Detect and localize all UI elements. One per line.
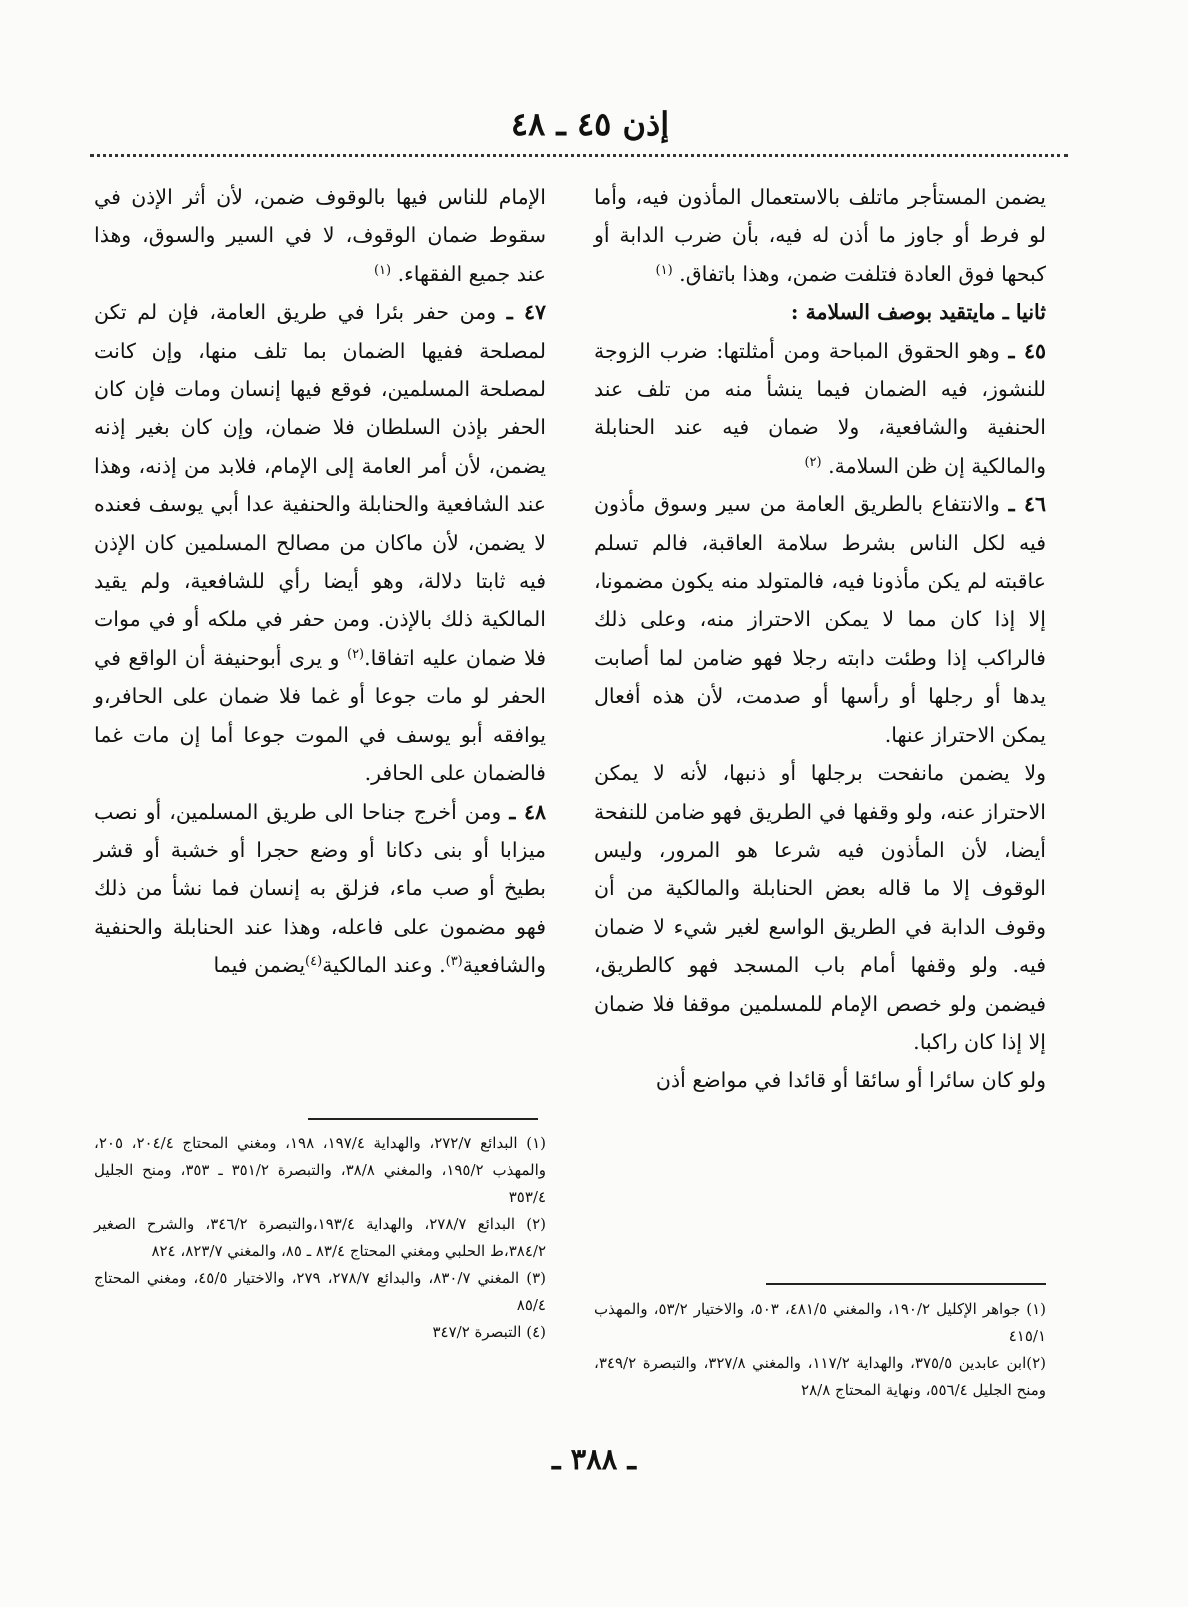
- paragraph-text: يضمن المستأجر ماتلف بالاستعمال المأذون فيه، وأما لو فرط أو جاوز ما أذن له فيه، بأن ضرب الدابة أو كبحها فوق العادة فتلفت ضمن، وهذا باتفاق.: [594, 185, 1046, 286]
- footnote-ref[interactable]: (٢): [804, 454, 822, 470]
- footnote: (٢) البدائع ٢٧٨/٧، والهداية ١٩٣/٤،والتبصرة ٣٤٦/٢، والشرح الصغير ٣٨٤/٢،ط الحلبي ومغني المحتاج ٨٣/٤ ـ ٨٥، والمغني ٨٢٣/٧، ٨٢٤: [94, 1215, 546, 1260]
- page-header: إذن ٤٥ ـ ٤٨: [510, 105, 670, 143]
- footnote: (٣) المغني ٨٣٠/٧، والبدائع ٢٧٨/٧، ٢٧٩، والاختيار ٤٥/٥، ومغني المحتاج ٨٥/٤: [94, 1269, 546, 1314]
- footnotes-left: [94, 1130, 546, 1346]
- paragraph-continued: [94, 178, 546, 293]
- right-column: [594, 178, 1046, 1100]
- paragraph-48: [94, 793, 546, 985]
- paragraph-continuation: ولا يضمن مانفحت برجلها أو ذنبها، لأنه لا يمكن الاحتراز عنه، ولو وقفها في الطريق فهو ضامن للنفحة أيضا، لأن المأذون فيه شرعا هو المرور، وليس الوقوف إلا ما قاله بعض الحنابلة والمالكية من أن وقوف الدابة في الطريق الواسع لغير شيء لا ضمان فيه. ولو وقفها أمام باب المسجد فهو كالطريق، فيضمن ولو خصص الإمام للمسلمين موقفا فلا ضمان إلا إذا كان راكبا.: [594, 761, 1046, 1054]
- footnotes-right: [594, 1296, 1046, 1404]
- header-dotted-divider: [90, 154, 1068, 157]
- page-number: ـ ٣٨٨ ـ: [552, 1442, 636, 1476]
- paragraph-text: . وعند المالكية: [322, 953, 446, 978]
- section-heading: ثانيا ـ مايتقيد بوصف السلامة :: [790, 300, 1046, 325]
- left-column: [94, 178, 546, 985]
- footnote: (٤) التبصرة ٣٤٧/٢: [432, 1323, 546, 1341]
- paragraph-text: وهو الحقوق المباحة ومن أمثلتها: ضرب الزوجة للنشوز، فيه الضمان فيما ينشأ منه من تلف عند الحنفية والشافعية، ولا ضمان فيه عند الحنابلة والمالكية إن ظن السلامة.: [594, 338, 1046, 478]
- paragraph-text: و يرى أبوحنيفة أن الواقع في الحفر لو مات جوعا أو غما فلا ضمان على الحافر،و يوافقه أبو يوسف في الموت جوعا أما إن مات غما فالضمان على الحافر.: [94, 645, 546, 786]
- footnote: (١) جواهر الإكليل ١٩٠/٢، والمغني ٤٨١/٥، ٥٠٣، والاختيار ٥٣/٢، والمهذب ٤١٥/١: [594, 1300, 1047, 1345]
- paragraph-text: الإمام للناس فيها بالوقوف ضمن، لأن أثر الإذن في سقوط ضمان الوقوف، لا في السير والسوق، وهذا عند جميع الفقهاء.: [94, 185, 546, 286]
- paragraph-text: يضمن فيما: [213, 953, 306, 978]
- paragraph-47: [94, 293, 546, 792]
- footnote: (١) البدائع ٢٧٢/٧، والهداية ١٩٧/٤، ١٩٨، ومغني المحتاج ٢٠٤/٤، ٢٠٥، والمهذب ١٩٥/٢، والمغني ٣٨/٨، والتبصرة ٣٥١/٢ ـ ٣٥٣، ومنح الجليل ٣٥٣/٤: [94, 1134, 547, 1206]
- paragraph-45: [594, 332, 1046, 486]
- footnote-ref[interactable]: (١): [655, 262, 673, 278]
- footnote-ref[interactable]: (٢): [346, 646, 365, 662]
- footnote-ref[interactable]: (١): [373, 262, 392, 278]
- paragraph-intro: [594, 178, 1046, 293]
- paragraph-text: والانتفاع بالطريق العامة من سير وسوق مأذون فيه لكل الناس بشرط سلامة العاقبة، فالم تسلم عاقبته لم يكن مأذونا فيه، فالمتولد منه يكون مضمونا، إلا إذا كان مما لا يمكن الاحتراز منه، وعلى ذلك فالراكب إذا وطئت دابته رجلا فهو ضامن لما أصابت يدها أو رجلها أو رأسها أو صدمت، لأن هذه أفعال يمكن الاحتراز عنها.: [594, 492, 1046, 747]
- paragraph-number: ٤٥ ـ: [1008, 338, 1046, 363]
- paragraph-number: ٤٧ ـ: [506, 300, 546, 325]
- footnote-ref[interactable]: (٤): [305, 954, 323, 970]
- paragraph-text: ومن حفر بئرا في طريق العامة، فإن لم تكن لمصلحة ففيها الضمان بما تلف منها، وإن كانت لمصلحة المسلمين، فوقع فيها إنسان ومات فإن كان الحفر بإذن السلطان فلا ضمان، وإن كان بغير إذنه يضمن، لأن أمر العامة إلى الإمام، فلابد من إذنه، وهذا عند الشافعية والحنابلة والحنفية عدا أبي يوسف فعنده لا يضمن، لأن ماكان من مصالح المسلمين كان الإذن فيه ثابتا دلالة، وهو أيضا رأي للشافعية، ولم يقيد المالكية ذلك بالإذن. ومن حفر في ملكه أو في موات فلا ضمان عليه اتفاقا.: [94, 300, 547, 670]
- footnote-divider: [308, 1118, 538, 1120]
- paragraph-continuation: ولو كان سائرا أو سائقا أو قائدا في مواضع أذن: [655, 1068, 1046, 1093]
- footnote-ref[interactable]: (٣): [445, 954, 463, 970]
- paragraph-number: ٤٨ ـ: [509, 799, 546, 824]
- paragraph-text: ومن أخرج جناحا الى طريق المسلمين، أو نصب ميزابا أو بنى دكانا أو وضع حجرا أو خشبة أو قشر بطيخ أو صب ماء، فزلق به إنسان فما نشأ من ذلك فهو مضمون على فاعله، وهذا عند الحنابلة والحنفية والشافعية: [94, 799, 546, 978]
- paragraph-46: [594, 485, 1046, 754]
- footnote: (٢)ابن عابدين ٣٧٥/٥، والهداية ١١٧/٢، والمغني ٣٢٧/٨، والتبصرة ٣٤٩/٢، ومنح الجليل ٥٥٦/٤، ونهاية المحتاج ٢٨/٨: [594, 1354, 1047, 1399]
- paragraph-number: ٤٦ ـ: [1008, 492, 1046, 517]
- footnote-divider: [766, 1283, 1046, 1285]
